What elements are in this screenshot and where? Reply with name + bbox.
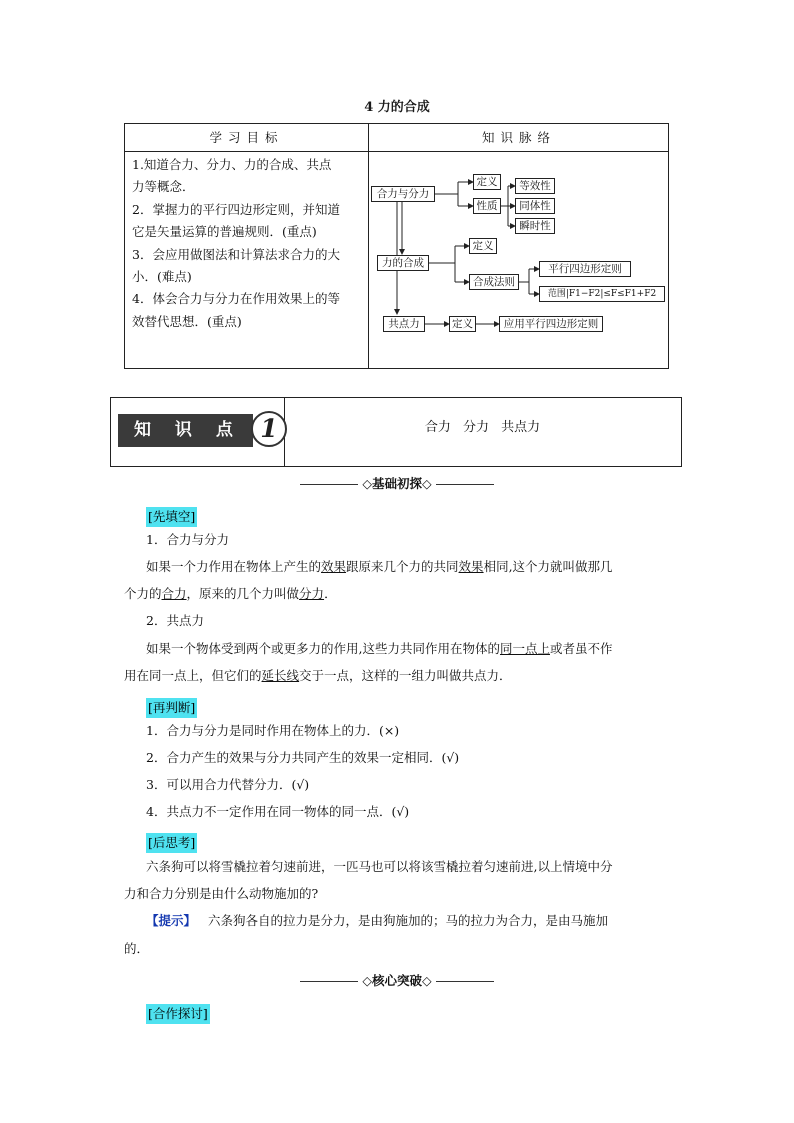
divider-text: ◇基础初探◇ — [362, 476, 432, 491]
question-line-2: 力和合力分别是由什么动物施加的? — [124, 886, 319, 901]
goal-line: 力等概念． — [132, 179, 195, 195]
knowledge-point-title: 合力 分力 共点力 — [424, 420, 541, 435]
goal-line: 小．(难点) — [132, 269, 192, 285]
node-composition-rule: 合成法则 — [469, 274, 519, 290]
header-learning-goals: 学习目标 — [209, 130, 284, 145]
node-equivalence: 等效性 — [515, 178, 555, 194]
knowledge-point-number: 1 — [251, 411, 287, 447]
node-parallelogram-rule: 平行四边形定则 — [539, 261, 631, 277]
node-same-body: 同体性 — [515, 198, 555, 214]
underlined-term: 延长线 — [261, 668, 300, 683]
section-divider-core — [0, 971, 794, 989]
goal-line: 1.知道合力、分力、力的合成、共点 — [132, 157, 332, 172]
node-composition-of-forces: 力的合成 — [377, 255, 429, 271]
tag-fill-in: [先填空] — [146, 507, 197, 527]
header-knowledge-map: 知识脉络 — [481, 130, 556, 145]
hint-line-2: 的． — [124, 941, 150, 956]
judgement-item: 4．共点力不一定作用在同一物体的同一点．(√) — [146, 804, 410, 819]
goal-line: 3．会应用做图法和计算法求合力的大 — [132, 246, 340, 262]
goal-line: 4．体会合力与分力在作用效果上的等 — [132, 291, 340, 307]
node-apply-parallelogram: 应用平行四边形定则 — [499, 316, 603, 332]
underlined-term: 分力 — [299, 586, 325, 601]
paragraph-definition-line-1: 如果一个力作用在物体上产生的效果跟原来几个力的共同效果相同,这个力就叫做那几 — [146, 559, 613, 574]
knowledge-point-tag: 知 识 点 — [118, 414, 253, 447]
underlined-term: 合力 — [161, 586, 187, 601]
node-definition: 定义 — [473, 174, 501, 190]
section-divider-basic — [0, 474, 794, 492]
learning-goals — [132, 154, 364, 333]
goal-line: 它是矢量运算的普遍规则．(重点) — [132, 224, 317, 240]
divider-text: ◇核心突破◇ — [362, 973, 432, 988]
judgement-item: 1．合力与分力是同时作用在物体上的力．(×) — [146, 723, 400, 738]
heading-resultant-and-component: 1．合力与分力 — [146, 532, 229, 547]
heading-concurrent-forces: 2．共点力 — [146, 613, 204, 628]
knowledge-mind-map — [369, 152, 669, 368]
tag-judge: [再判断] — [146, 698, 197, 718]
paragraph-concurrent-line-1: 如果一个物体受到两个或更多力的作用,这些力共同作用在物体的同一点上或者虽不作 — [146, 641, 613, 656]
hint-line-1: 【提示】 六条狗各自的拉力是分力，是由狗施加的；马的拉力为合力，是由马施加 — [146, 913, 608, 928]
node-definition: 定义 — [469, 238, 497, 254]
underlined-term: 同一点上 — [499, 641, 550, 656]
hint-label: 【提示】 — [146, 913, 197, 928]
knowledge-point-banner — [110, 397, 682, 467]
node-property: 性质 — [473, 198, 501, 214]
tag-think: [后思考] — [146, 833, 197, 853]
goal-line: 效替代思想．(重点) — [132, 313, 242, 329]
objectives-table — [124, 123, 669, 369]
question-line-1: 六条狗可以将雪橇拉着匀速前进，一匹马也可以将该雪橇拉着匀速前进,以上情境中分 — [146, 859, 613, 874]
page-title: 4 力的合成 — [364, 100, 430, 115]
tag-cooperative-discussion: [合作探讨] — [146, 1004, 210, 1024]
node-range: 范围|F1−F2|≤F≤F1+F2 — [539, 286, 665, 302]
underlined-term: 效果 — [321, 559, 347, 574]
node-concurrent-forces: 共点力 — [383, 316, 425, 332]
node-definition: 定义 — [449, 316, 476, 332]
banner-label-cell — [111, 398, 285, 466]
underlined-term: 效果 — [458, 559, 484, 574]
node-resultant-and-component: 合力与分力 — [371, 186, 435, 202]
node-instantaneous: 瞬时性 — [515, 218, 555, 234]
paragraph-concurrent-line-2: 用在同一点上，但它们的延长线交于一点，这样的一组力叫做共点力． — [124, 668, 512, 683]
paragraph-definition-line-2: 个力的合力，原来的几个力叫做分力． — [124, 586, 337, 601]
judgement-item: 3．可以用合力代替分力．(√) — [146, 777, 310, 792]
goal-line: 2．掌握力的平行四边形定则，并知道 — [132, 201, 340, 217]
judgement-item: 2．合力产生的效果与分力共同产生的效果一定相同．(√) — [146, 750, 460, 765]
